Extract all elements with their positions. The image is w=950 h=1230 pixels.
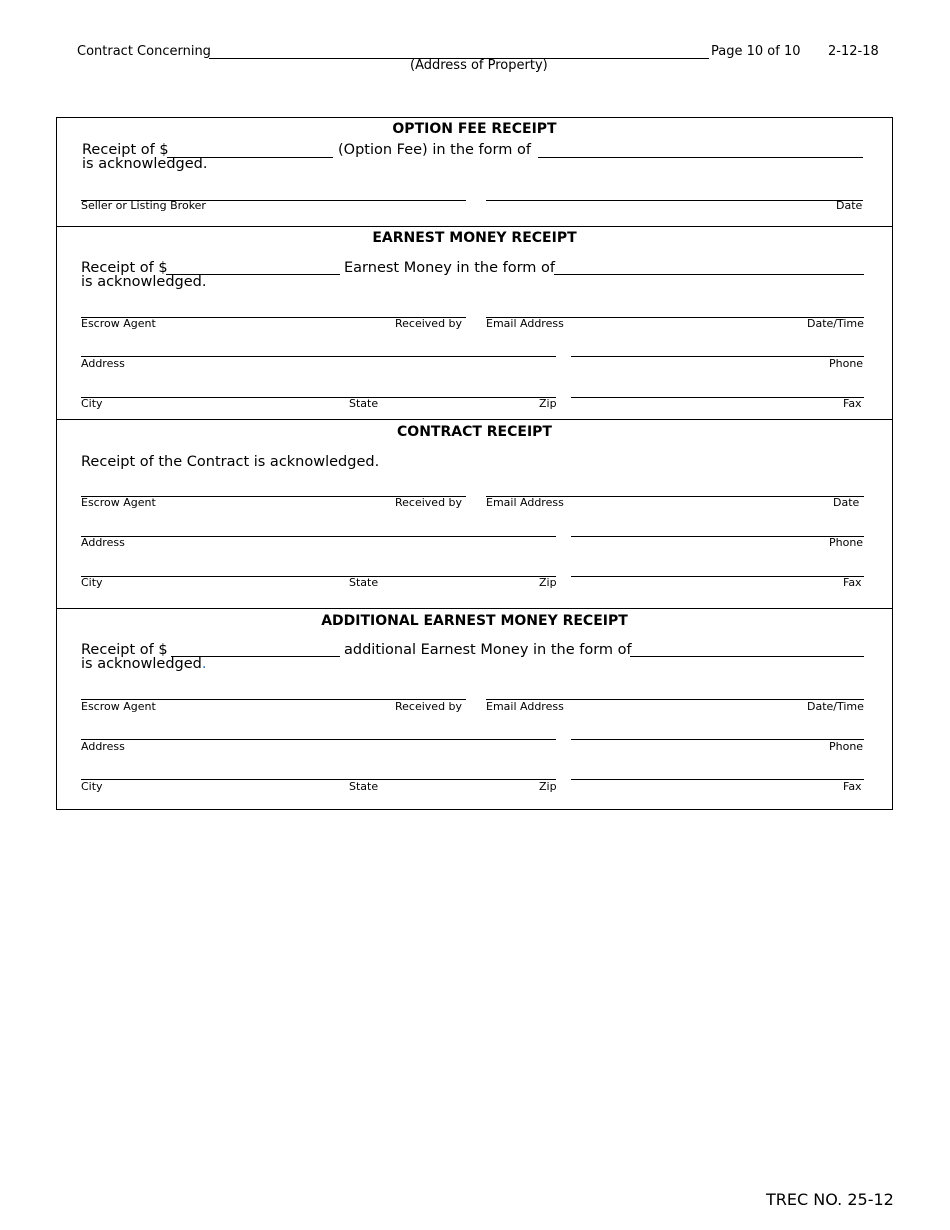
contract-receipt-statement: Receipt of the Contract is acknowledged. bbox=[81, 454, 380, 470]
contract-city-line[interactable] bbox=[81, 576, 556, 577]
earnest-address-line[interactable] bbox=[81, 356, 556, 357]
additional-state-label: State bbox=[349, 780, 379, 793]
additional-received-by-label: Received by bbox=[395, 700, 463, 713]
additional-city-line[interactable] bbox=[81, 779, 556, 780]
seller-broker-label: Seller or Listing Broker bbox=[81, 199, 206, 212]
additional-address-line[interactable] bbox=[81, 739, 556, 740]
contract-fax-label: Fax bbox=[843, 576, 862, 589]
additional-phone-line[interactable] bbox=[571, 739, 864, 740]
additional-form-line[interactable] bbox=[630, 656, 864, 657]
contract-date-label: Date bbox=[833, 496, 860, 509]
contract-email-address-label: Email Address bbox=[486, 496, 564, 509]
earnest-state-label: State bbox=[349, 397, 379, 410]
earnest-form-label: Earnest Money in the form of bbox=[344, 260, 556, 276]
additional-escrow-agent-label: Escrow Agent bbox=[81, 700, 156, 713]
earnest-escrow-agent-label: Escrow Agent bbox=[81, 317, 156, 330]
earnest-email-address-label: Email Address bbox=[486, 317, 564, 330]
contract-concerning-label: Contract Concerning bbox=[77, 44, 211, 59]
contract-received-by-label: Received by bbox=[395, 496, 463, 509]
additional-receipt-of-label: Receipt of $ bbox=[81, 642, 168, 658]
earnest-acknowledged-label: is acknowledged. bbox=[81, 274, 207, 290]
contract-state-label: State bbox=[349, 576, 379, 589]
earnest-money-receipt-title: EARNEST MONEY RECEIPT bbox=[372, 230, 577, 246]
contract-zip-label: Zip bbox=[539, 576, 557, 589]
option-fee-form-label: (Option Fee) in the form of bbox=[338, 142, 531, 158]
trec-form-number: TREC NO. 25-12 bbox=[766, 1190, 894, 1209]
earnest-date-time-label: Date/Time bbox=[807, 317, 864, 330]
additional-zip-label: Zip bbox=[539, 780, 557, 793]
contract-city-label: City bbox=[81, 576, 103, 589]
option-date-line[interactable] bbox=[486, 200, 863, 201]
section-divider bbox=[56, 419, 893, 420]
contract-address-label: Address bbox=[81, 536, 125, 549]
option-acknowledged-label: is acknowledged. bbox=[82, 156, 208, 172]
earnest-fax-label: Fax bbox=[843, 397, 862, 410]
contract-phone-line[interactable] bbox=[571, 536, 864, 537]
additional-acknowledged-label: is acknowledged. bbox=[81, 656, 207, 672]
section-divider bbox=[56, 226, 893, 227]
earnest-zip-label: Zip bbox=[539, 397, 557, 410]
additional-address-label: Address bbox=[81, 740, 125, 753]
additional-fax-line[interactable] bbox=[571, 779, 864, 780]
earnest-address-label: Address bbox=[81, 357, 125, 370]
option-date-label: Date bbox=[836, 199, 863, 212]
earnest-city-line[interactable] bbox=[81, 397, 556, 398]
contract-fax-line[interactable] bbox=[571, 576, 864, 577]
earnest-form-line[interactable] bbox=[554, 274, 864, 275]
page-number: Page 10 of 10 bbox=[711, 44, 801, 59]
contract-phone-label: Phone bbox=[829, 536, 864, 549]
option-receipt-of-label: Receipt of $ bbox=[82, 142, 169, 158]
contract-escrow-agent-label: Escrow Agent bbox=[81, 496, 156, 509]
earnest-city-label: City bbox=[81, 397, 103, 410]
additional-earnest-money-receipt-title: ADDITIONAL EARNEST MONEY RECEIPT bbox=[321, 613, 628, 629]
earnest-phone-line[interactable] bbox=[571, 356, 864, 357]
additional-email-address-label: Email Address bbox=[486, 700, 564, 713]
additional-phone-label: Phone bbox=[829, 740, 864, 753]
address-of-property-label: (Address of Property) bbox=[410, 58, 548, 73]
section-divider bbox=[56, 608, 893, 609]
option-fee-form-line[interactable] bbox=[538, 157, 863, 158]
additional-fax-label: Fax bbox=[843, 780, 862, 793]
additional-form-label: additional Earnest Money in the form of bbox=[344, 642, 632, 658]
contract-address-line[interactable] bbox=[81, 536, 556, 537]
contract-receipt-title: CONTRACT RECEIPT bbox=[397, 424, 552, 440]
additional-city-label: City bbox=[81, 780, 103, 793]
additional-date-time-label: Date/Time bbox=[807, 700, 864, 713]
earnest-receipt-of-label: Receipt of $ bbox=[81, 260, 168, 276]
form-date-code: 2-12-18 bbox=[828, 44, 879, 59]
earnest-received-by-label: Received by bbox=[395, 317, 463, 330]
earnest-phone-label: Phone bbox=[829, 357, 864, 370]
earnest-fax-line[interactable] bbox=[571, 397, 864, 398]
option-fee-receipt-title: OPTION FEE RECEIPT bbox=[392, 121, 557, 137]
